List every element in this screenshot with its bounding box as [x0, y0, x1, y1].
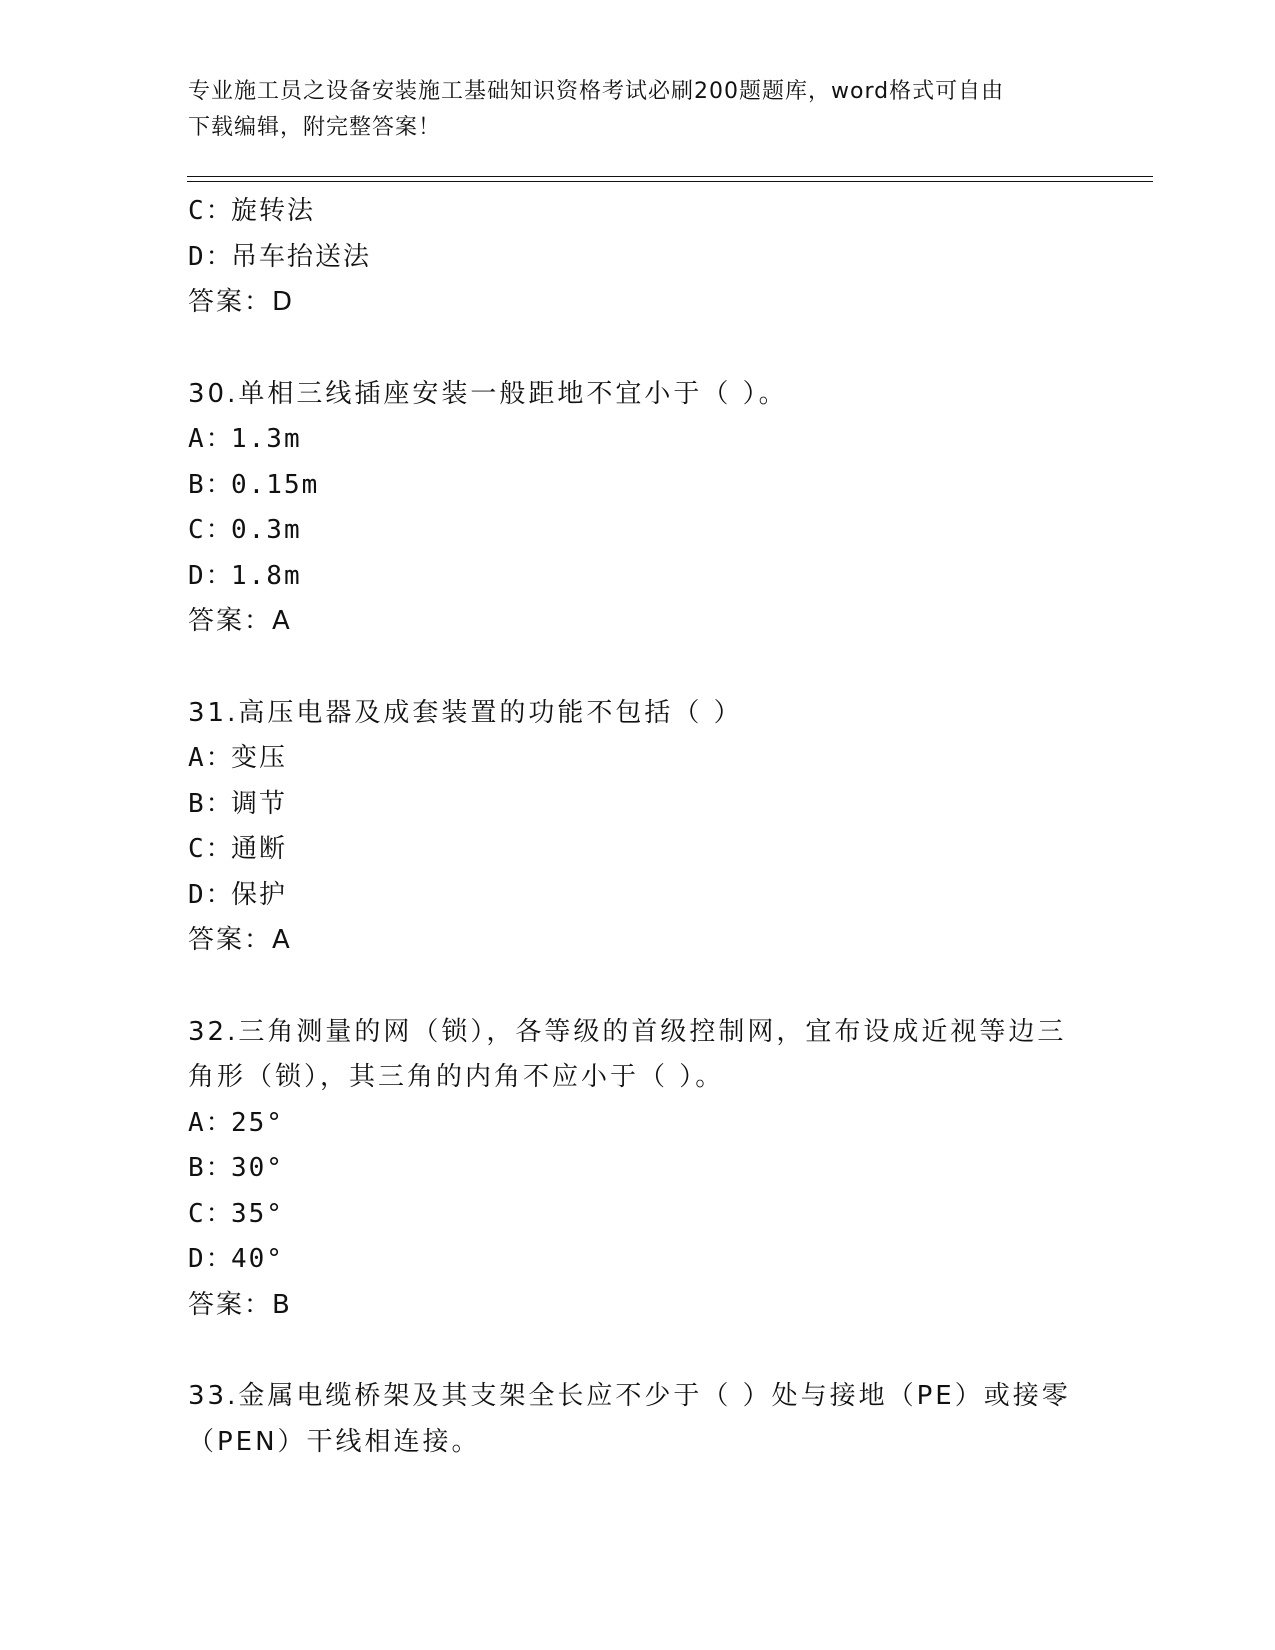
- option-label: D：: [188, 879, 234, 910]
- option-text: 保护: [231, 879, 288, 910]
- option-b: [188, 463, 1088, 509]
- answer-line: 答案：A: [188, 925, 292, 955]
- option-label: C：: [188, 834, 234, 864]
- header-rule-bottom: [187, 181, 1153, 182]
- option-b: [188, 782, 1088, 828]
- question-text: 32.三角测量的网（锁），各等级的首级控制网，宜布设成近视等边三: [188, 1016, 1067, 1047]
- option-label: B：: [188, 469, 234, 500]
- option-c: [188, 189, 1088, 235]
- question-31: [188, 691, 1088, 964]
- option-d: [188, 235, 1088, 281]
- option-label: B：: [188, 788, 234, 819]
- option-text: 0.3m: [231, 515, 302, 545]
- option-label: D：: [188, 1244, 234, 1274]
- option-text: 0.15m: [231, 469, 320, 500]
- option-b: [188, 1146, 1088, 1192]
- answer-line: 答案：D: [188, 287, 295, 317]
- option-c: [188, 1192, 1088, 1238]
- option-text: 30°: [231, 1153, 284, 1183]
- question-text-continued: （PEN）干线相连接。: [188, 1426, 481, 1457]
- option-text: 变压: [231, 743, 288, 773]
- option-label: B：: [188, 1153, 234, 1183]
- option-label: A：: [188, 1107, 234, 1138]
- option-text: 调节: [231, 788, 288, 819]
- option-label: D：: [188, 241, 234, 272]
- option-d: [188, 873, 1088, 919]
- option-d: [188, 554, 1088, 600]
- option-label: D：: [188, 560, 234, 591]
- option-label: C：: [188, 196, 234, 226]
- option-text: 通断: [231, 834, 288, 864]
- option-a: [188, 417, 1088, 463]
- option-label: A：: [188, 424, 234, 454]
- question-33: [188, 1374, 1088, 1465]
- question-text: 30.单相三线插座安装一般距地不宜小于（ ）。: [188, 378, 788, 409]
- option-text: 1.3m: [231, 424, 302, 454]
- question-text: 33.金属电缆桥架及其支架全长应不少于（ ）处与接地（PE）或接零: [188, 1381, 1071, 1411]
- option-c: [188, 827, 1088, 873]
- option-label: A：: [188, 743, 234, 773]
- option-text: 40°: [231, 1244, 284, 1274]
- option-label: C：: [188, 515, 234, 545]
- option-d: [188, 1237, 1088, 1283]
- option-text: 旋转法: [231, 196, 316, 226]
- header-line-2: 下载编辑，附完整答案！: [188, 115, 442, 140]
- option-text: 25°: [231, 1107, 284, 1138]
- option-c: [188, 508, 1088, 554]
- option-text: 35°: [231, 1198, 284, 1229]
- header-rule-top: [187, 176, 1153, 177]
- question-list: [188, 189, 1088, 1465]
- question-32: [188, 1010, 1088, 1329]
- option-a: [188, 1101, 1088, 1147]
- question-30: [188, 372, 1088, 645]
- question-text-continued: 角形（锁），其三角的内角不应小于（ ）。: [188, 1062, 725, 1092]
- header-line-1: 专业施工员之设备安装施工基础知识资格考试必刷200题题库，word格式可自由: [188, 79, 1005, 104]
- option-text: 1.8m: [231, 560, 302, 591]
- answer-line: 答案：B: [188, 1289, 292, 1320]
- question-text: 31.高压电器及成套装置的功能不包括（ ）: [188, 697, 743, 728]
- document-header: [188, 74, 1088, 146]
- answer-line: 答案：A: [188, 606, 292, 636]
- option-text: 吊车抬送法: [231, 241, 372, 272]
- option-label: C：: [188, 1198, 234, 1229]
- option-a: [188, 736, 1088, 782]
- previous-question-tail: [188, 189, 1088, 326]
